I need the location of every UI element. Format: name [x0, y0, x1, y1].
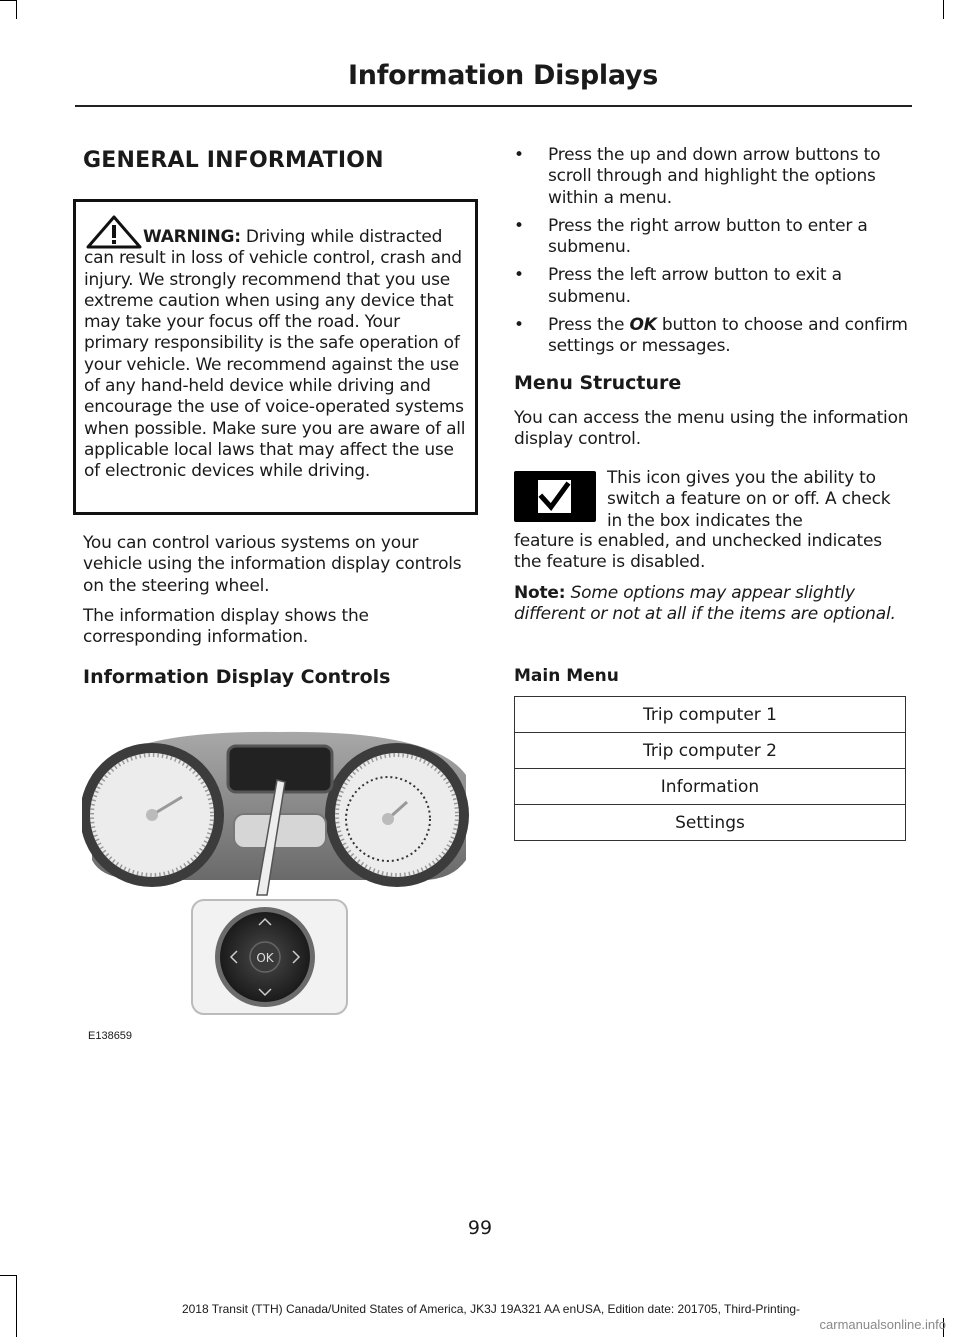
- controls-heading: Information Display Controls: [83, 666, 391, 688]
- table-row: [515, 769, 906, 805]
- crop-mark: [943, 0, 944, 19]
- warning-box: [73, 199, 478, 515]
- warning-label: WARNING:: [143, 227, 241, 247]
- warning-triangle-icon: [82, 214, 144, 250]
- display-paragraph: The information display shows the corresponding information.: [83, 606, 369, 648]
- instrument-cluster-figure: [82, 720, 474, 1050]
- menu-structure-paragraph: You can access the menu using the information display control.: [514, 407, 909, 449]
- menu-structure-heading: Menu Structure: [514, 371, 682, 394]
- table-row: [515, 805, 906, 841]
- left-column: [83, 145, 483, 173]
- icon-description-wrap: This icon gives you the ability to switch a feature on or off. A check in the box indicates the: [607, 468, 891, 531]
- main-menu-table: [514, 696, 906, 841]
- footer-text: 2018 Transit (TTH) Canada/United States of America, JK3J 19A321 AA enUSA, Edition date: 201705, Third-Printing-: [181, 1302, 801, 1316]
- intro-paragraph: You can control various systems on your vehicle using the information display controls on the steering wheel.: [83, 533, 462, 596]
- icon-description-rest: feature is enabled, and unchecked indicates the feature is disabled.: [514, 531, 882, 573]
- note-text: Some options may appear slightly different or not at all if the items are optional.: [514, 583, 896, 625]
- crop-mark: [0, 0, 16, 1]
- note: [514, 583, 909, 626]
- table-row: [515, 733, 906, 769]
- table-row: [515, 697, 906, 733]
- crop-mark: [16, 0, 17, 19]
- watermark: carmanualsonline.info: [819, 1317, 946, 1332]
- warning-body: can result in loss of vehicle control, crash and injury. We strongly recommend that you use extreme caution when using any device that may take your focus off the road. Your primary responsibility is the safe operation of your vehicle. We recommend against the use of any hand-held device while driving and encourage the use of voice-operated systems when possible. Make sure you are aware of all applicable local laws that may affect the use of electronic devices while driving.: [84, 248, 466, 482]
- checkbox-icon: [514, 471, 596, 522]
- list-item: • Press the OK button to choose and confirm settings or messages.: [514, 315, 908, 357]
- page-header-title: Information Displays: [348, 60, 658, 91]
- table-cell: Information: [515, 769, 906, 805]
- table-cell: Settings: [515, 805, 906, 841]
- table-cell: Trip computer 1: [515, 697, 906, 733]
- ok-button-label: OK: [256, 951, 274, 965]
- warning-first-text: Driving while distracted: [240, 227, 443, 247]
- table-cell: Trip computer 2: [515, 733, 906, 769]
- figure-code: E138659: [88, 1030, 133, 1042]
- note-label: Note:: [514, 583, 566, 603]
- crop-mark: [0, 1275, 16, 1276]
- list-item: • Press the right arrow button to enter a submenu.: [514, 215, 868, 258]
- list-item: • Press the up and down arrow buttons to scroll through and highlight the options within a menu.: [514, 145, 881, 208]
- list-item: • Press the left arrow button to exit a submenu.: [514, 265, 842, 307]
- header-rule: [75, 105, 912, 107]
- section-heading: GENERAL INFORMATION: [83, 148, 384, 173]
- controls-bullet-list: [514, 145, 909, 358]
- page-number: 99: [467, 1217, 493, 1239]
- main-menu-heading: Main Menu: [514, 666, 619, 686]
- right-column: [514, 145, 909, 450]
